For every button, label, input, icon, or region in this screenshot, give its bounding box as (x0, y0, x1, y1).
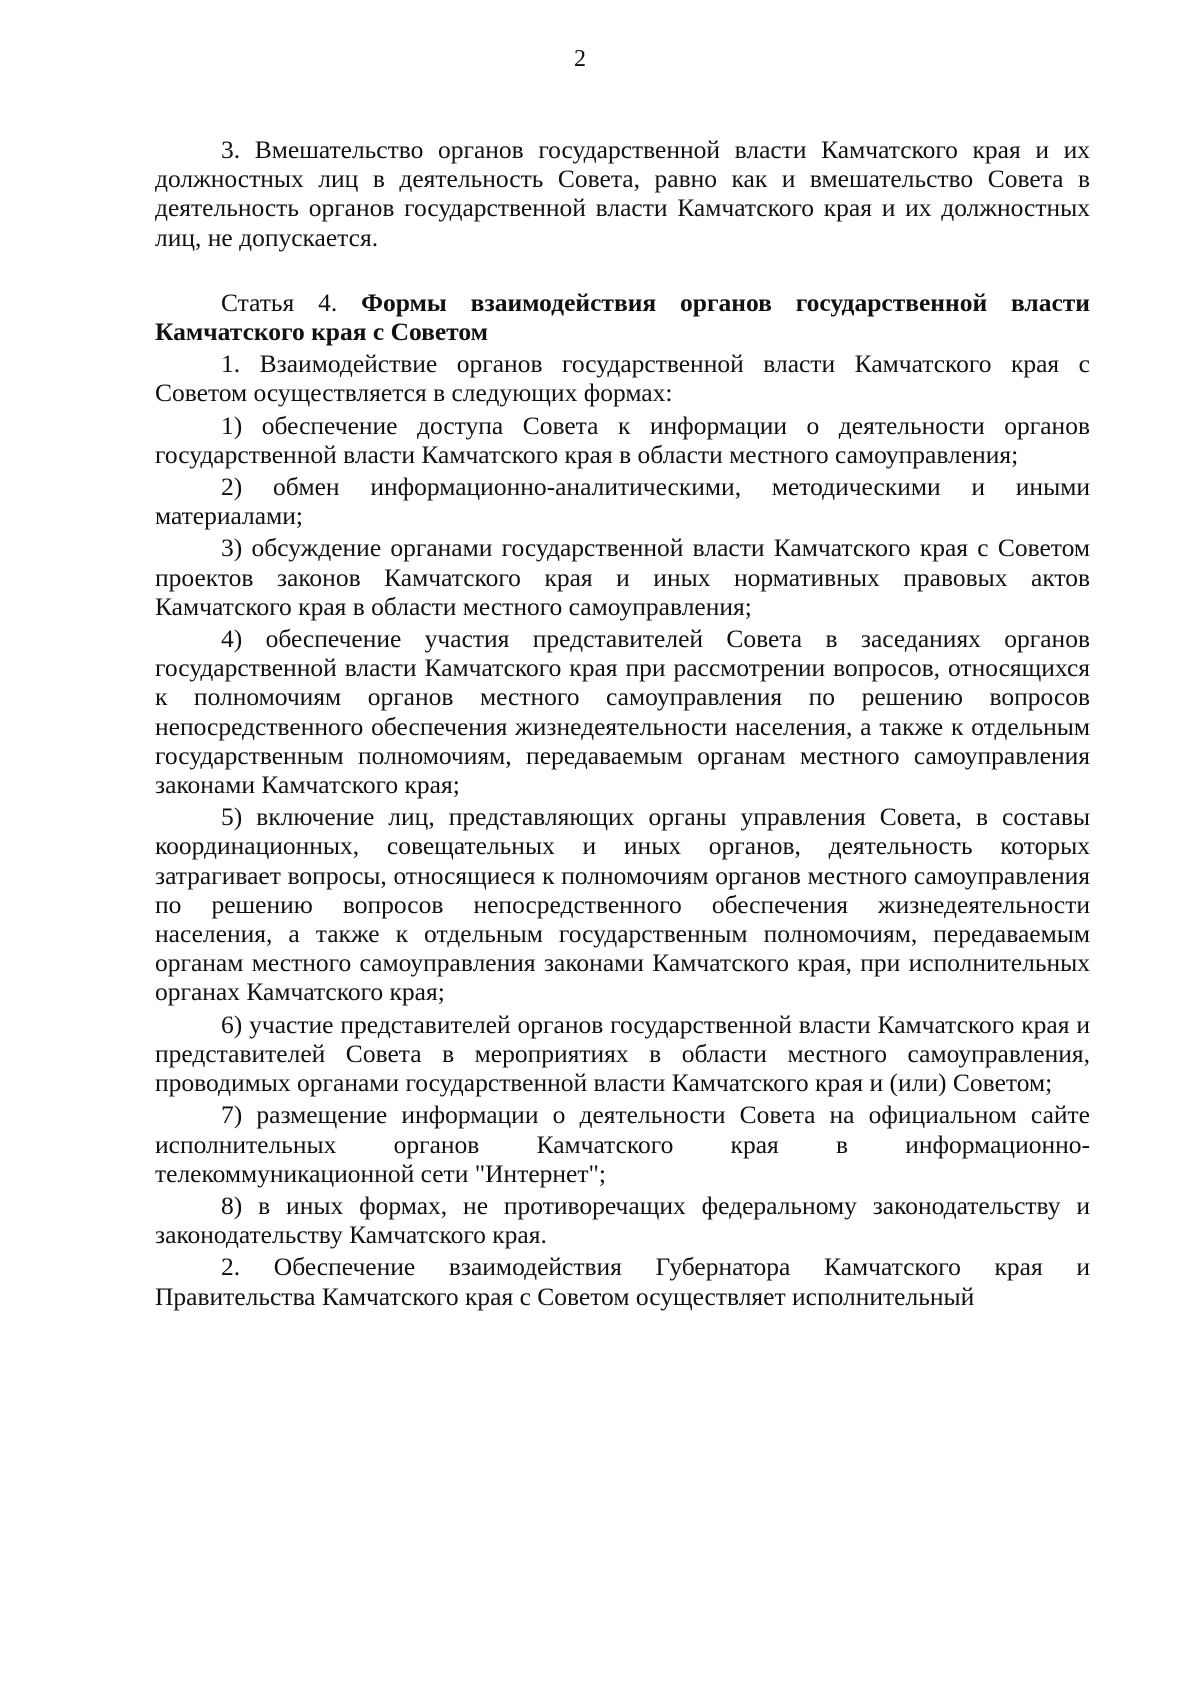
article-4-heading (155, 288, 1090, 346)
list-item-7: 7) размещение информации о деятельности Совета на официальном сайте исполнительных органов Камчатского края в информационно-телекоммуникационной сети "Интернет"; (155, 1100, 1090, 1188)
list-item-2: 2) обмен информационно-аналитическими, методическими и иными материалами; (155, 472, 1090, 531)
article-4-prefix: Статья 4. (221, 287, 362, 317)
list-item-1: 1) обеспечение доступа Совета к информации о деятельности органов государственной власти Камчатского края в области местного самоуправления; (155, 410, 1090, 469)
list-item-6: 6) участие представителей органов государственной власти Камчатского края и представителей Совета в мероприятиях в области местного самоуправления, проводимых органами государственной власти Камчатского края и (или) Советом; (155, 1009, 1090, 1098)
article-4-part-2: 2. Обеспечение взаимодействия Губернатора Камчатского края и Правительства Камчатского края с Советом осуществляет исполнительный (155, 1252, 1090, 1311)
paragraph-3: 3. Вмешательство органов государственной власти Камчатского края и их должностных лиц в деятельность Совета, равно как и вмешательство Совета в деятельность органов государственной власти Камчатского края и их должностных лиц, не допускается. (155, 135, 1090, 252)
document-body (155, 135, 1090, 1311)
list-item-8: 8) в иных формах, не противоречащих федеральному законодательству и законодательству Камчатского края. (155, 1190, 1090, 1250)
list-item-4: 4) обеспечение участия представителей Совета в заседаниях органов государственной власти Камчатского края при рассмотрении вопросов, относящихся к полномочиям органов местного самоуправления по решению вопросов непосредственного обеспечения жизнедеятельности населения, а также к отдельным государственным полномочиям, передаваемым органам местного самоуправления законами Камчатского края; (155, 624, 1090, 800)
article-4-title: Формы взаимодействия органов государственной власти Камчатского края с Советом (155, 287, 1091, 347)
page-number: 2 (574, 46, 586, 72)
article-4-part-1: 1. Взаимодействие органов государственной власти Камчатского края с Советом осуществляется в следующих формах: (155, 349, 1090, 408)
list-item-3: 3) обсуждение органами государственной власти Камчатского края с Советом проектов законов Камчатского края и иных нормативных правовых актов Камчатского края в области местного самоуправления; (155, 533, 1090, 621)
list-item-5: 5) включение лиц, представляющих органы управления Совета, в составы координационных, совещательных и иных органов, деятельность которых затрагивает вопросы, относящиеся к полномочиям органов местного самоуправления по решению вопросов непосредственного обеспечения жизнедеятельности населения, а также к отдельным государственным полномочиям, передаваемым органам местного самоуправления законами Камчатского края, при исполнительных органах Камчатского края; (155, 802, 1090, 1007)
